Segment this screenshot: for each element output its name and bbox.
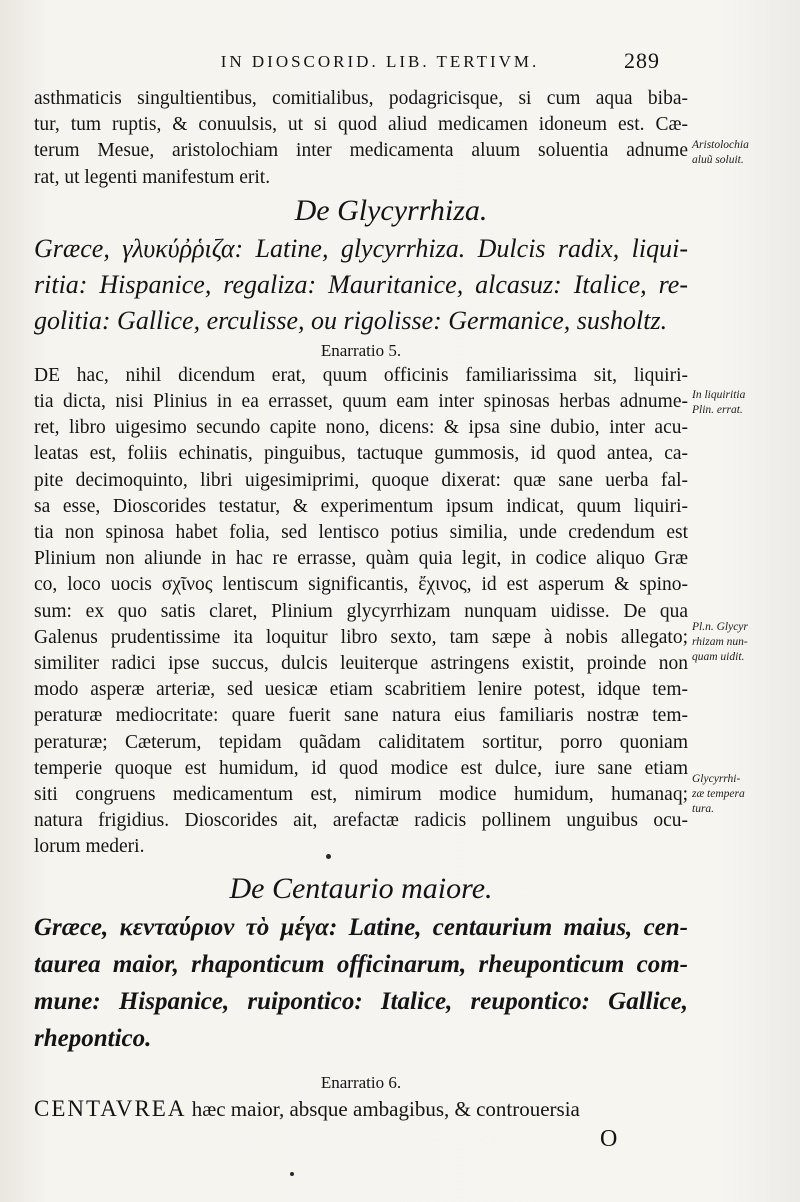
- body-line: pite decimoquinto, libri uigesimiprimi, quoque dixerat: quæ sane uerba fal-: [34, 469, 688, 491]
- body-line: Plinium non aliunde in hac re errasse, quàm quia legit, in codice aliquo Græ: [34, 548, 688, 570]
- synonym-line: rhepontico.: [34, 1024, 152, 1052]
- text-block: [34, 86, 688, 1123]
- body-line: similiter radici ipse succus, dulcis leuiterque astringens existit, proinde non: [34, 653, 688, 675]
- synonym-line: Græce, γλυκύῤῥιζα: Latine, glycyrrhiza. Dulcis radix, liqui-: [34, 233, 688, 263]
- initial-word: CENTAVREA: [34, 1095, 187, 1121]
- ink-speck: [290, 1172, 294, 1176]
- catchword: O: [600, 1126, 618, 1152]
- body-line: asthmaticis singultientibus, comitialibus, podagricisque, si cum aqua biba-: [34, 88, 688, 109]
- body-line: ret, libro uigesimo secundo capite nono, dicens: & ipsa sine dubio, inter acu-: [34, 417, 688, 439]
- body-line: natura frigidius. Dioscorides ait, arefactæ radicis pollinem unguibus ocu-: [34, 810, 688, 832]
- enarratio-heading: Enarratio 5.: [320, 340, 402, 360]
- body-line: tia dicta, nisi Plinius in ea errasset, quum eam inter spinosas herbas adnume-: [34, 391, 688, 413]
- body-line: modo asperæ arteriæ, sed uesicæ etiam scabritiem lenire potest, idque tem-: [34, 679, 688, 701]
- synonym-line: mune: Hispanice, ruipontico: Italice, reupontico: Gallice,: [34, 987, 688, 1015]
- line-rest: hæc maior, absque ambagibus, & controuersia: [191, 1096, 580, 1121]
- synonym-line: ritia: Hispanice, regaliza: Mauritanice, alcasuz: Italice, re-: [34, 269, 688, 299]
- ink-speck: [326, 854, 331, 859]
- body-line: tia non spinosa habet folia, sed lentisco potius similia, unde credendum est: [34, 522, 688, 544]
- body-line: co, loco uocis σχῖνος lentiscum significantis, ἔχινος, id est asperum & spino-: [34, 574, 688, 596]
- body-line: tur, tum ruptis, & conuulsis, ut si quod aliud medicamen idoneum est. Cæ-: [34, 114, 688, 136]
- body-line: rat, ut legenti manifestum erit.: [34, 166, 271, 188]
- body-line: sa esse, Dioscorides testatur, & experimentum ipsum indicat, quum liquiri-: [34, 495, 688, 517]
- enarratio-heading: Enarratio 6.: [320, 1072, 402, 1092]
- body-line: leatas est, foliis echinatis, pinguibus, tactuque gummosis, id quod antea, ca-: [34, 443, 688, 465]
- body-line: siti congruens medicamentum est, nimirum modice humidum, humanaq;: [34, 784, 688, 806]
- body-line: peraturæ; Cæterum, tepidam quãdam caliditatem sortitur, porro quoniam: [34, 731, 688, 753]
- body-line: Galenus prudentissime ita loquitur libro sexto, tam sæpe à nobis allegato;: [34, 626, 688, 648]
- page-number: 289: [624, 48, 660, 73]
- section-title-glycyrrhiza: De Glycyrrhiza.: [294, 193, 488, 227]
- marginal-note: Pl.n. Glycyr rhizam nun- quam uidit.: [692, 621, 748, 663]
- synonym-line: Græce, κενταύριον τὸ μέγα: Latine, centaurium maius, cen-: [34, 913, 688, 941]
- body-line: temperie quoque est humidum, id quod modice est dulce, iure sane etiam: [34, 757, 688, 779]
- body-line: peraturæ mediocritate: quare fuerit sane natura eius familiaris nostræ tem-: [34, 705, 688, 727]
- marginal-note: Glycyrrhi- zæ tempera tura.: [692, 773, 745, 815]
- body-line: sum: ex quo satis claret, Plinium glycyrrhizam nunquam uidisse. De qua: [34, 600, 688, 622]
- marginal-note: Aristolochia aluũ soluit.: [692, 139, 749, 166]
- body-line: terum Mesue, aristolochiam inter medicamenta aluum soluentia adnume: [34, 140, 688, 162]
- synonym-line: golitia: Gallice, erculisse, ou rigolisse: Germanice, susholtz.: [34, 305, 668, 335]
- synonym-line: taurea maior, rhaponticum officinarum, rheuponticum com-: [34, 950, 688, 978]
- body-line: lorum mederi.: [34, 836, 145, 858]
- body-line: DE hac, nihil dicendum erat, quum officinis familiarissima sit, liquiri-: [34, 364, 688, 386]
- running-title: IN DIOSCORID. LIB. TERTIVM.: [220, 52, 540, 71]
- section-title-centaurium: De Centaurio maiore.: [229, 871, 493, 905]
- marginal-note: In liquiritia Plin. errat.: [692, 389, 746, 416]
- body-line: [34, 1095, 688, 1123]
